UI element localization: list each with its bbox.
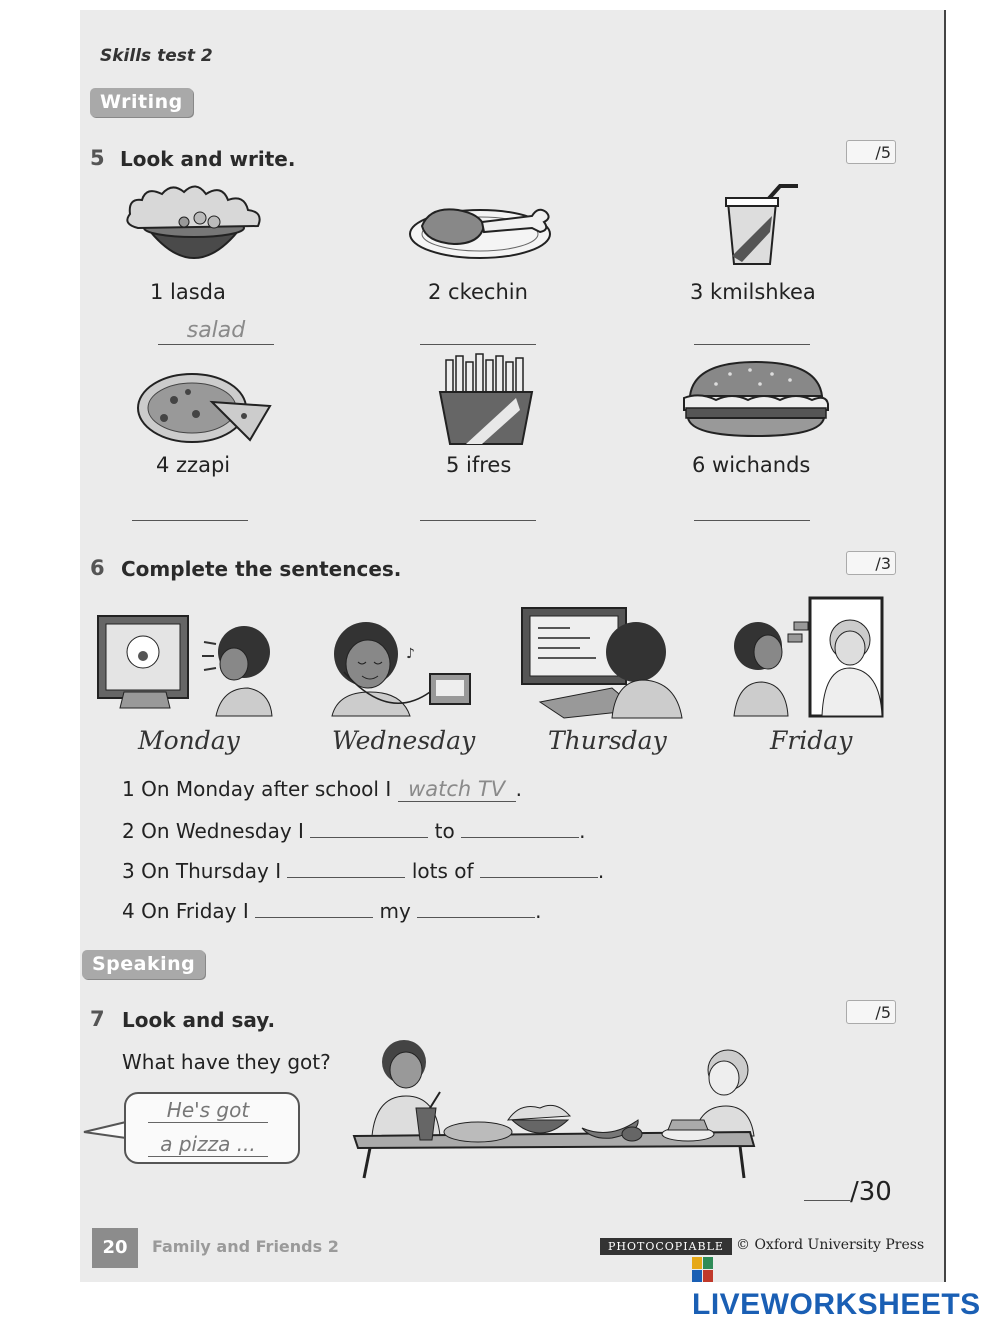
sentence-2-answer-field-2[interactable] <box>461 817 579 838</box>
day-label-thursday: Thursday <box>548 726 667 755</box>
svg-text:♪: ♪ <box>406 646 415 662</box>
exercise-6-title: Complete the sentences. <box>121 557 402 581</box>
sentence-3-number: 3 <box>122 859 135 883</box>
sentence-4 <box>122 897 542 923</box>
fries-icon <box>436 354 536 446</box>
food-word-1: 1 lasda <box>150 280 226 304</box>
girl-visiting-grandmother-illustration <box>724 594 884 718</box>
exercise-7-score-box[interactable]: /5 <box>846 1000 896 1024</box>
exercise-7-number: 7 <box>90 1007 105 1031</box>
liveworksheets-logo-icon <box>692 1257 714 1283</box>
answer-field-3[interactable] <box>694 318 810 345</box>
sentence-4-connector: my <box>379 899 411 923</box>
sentence-4-text: On Friday I <box>141 899 249 923</box>
answer-field-2[interactable] <box>420 318 536 345</box>
sandwich-icon <box>680 358 832 440</box>
sentence-4-answer-field-2[interactable] <box>417 897 535 918</box>
exercise-5-title: Look and write. <box>120 147 296 171</box>
speech-bubble-line-2: a pizza ... <box>148 1132 268 1157</box>
exercise-7-title: Look and say. <box>122 1008 276 1032</box>
sentence-1-answer-field[interactable]: watch TV <box>398 777 516 802</box>
exercise-5-score-box[interactable]: /5 <box>846 140 896 164</box>
sentence-2-connector: to <box>434 819 455 843</box>
food-word-6: 6 wichands <box>692 453 811 477</box>
sentence-4-number: 4 <box>122 899 135 923</box>
speaking-section-tab: Speaking <box>82 950 205 979</box>
pizza-icon <box>134 370 274 446</box>
sentence-3 <box>122 857 604 883</box>
sentence-1-number: 1 <box>122 777 135 801</box>
girl-using-computer-illustration <box>520 606 684 718</box>
girl-watching-tv-illustration <box>96 612 272 716</box>
sentence-2-number: 2 <box>122 819 135 843</box>
skills-test-title: Skills test 2 <box>100 46 213 66</box>
speech-bubble-tail <box>84 1118 128 1142</box>
exercise-6-number: 6 <box>90 556 105 580</box>
sentence-2-end: . <box>579 819 586 843</box>
total-score: /30 <box>850 1177 892 1207</box>
sentence-4-end: . <box>535 899 542 923</box>
exercise-5-number: 5 <box>90 146 105 170</box>
liveworksheets-text: LIVEWORKSHEETS <box>692 1288 981 1321</box>
food-word-2: 2 ckechin <box>428 280 528 304</box>
answer-field-4[interactable] <box>132 494 248 521</box>
sentence-1-end: . <box>515 777 522 801</box>
milkshake-icon <box>720 182 802 268</box>
exercise-7-question: What have they got? <box>122 1050 331 1074</box>
sentence-3-connector: lots of <box>411 859 474 883</box>
day-label-friday: Friday <box>770 726 853 755</box>
sentence-3-text: On Thursday I <box>141 859 282 883</box>
sentence-2-answer-field-1[interactable] <box>310 817 428 838</box>
liveworksheets-watermark <box>692 1254 1000 1322</box>
speech-bubble-line-1: He's got <box>148 1098 268 1123</box>
chicken-icon <box>408 200 556 262</box>
sentence-2 <box>122 817 585 843</box>
answer-field-5[interactable] <box>420 494 536 521</box>
book-title: Family and Friends 2 <box>152 1237 339 1256</box>
food-word-3: 3 kmilshkea <box>690 280 816 304</box>
total-score-field[interactable] <box>804 1200 850 1201</box>
photocopiable-badge: PHOTOCOPIABLE <box>600 1238 732 1255</box>
answer-field-1[interactable]: salad <box>158 318 274 345</box>
children-at-table-illustration <box>350 1036 760 1182</box>
sentence-1-text: On Monday after school I <box>141 777 392 801</box>
sentence-4-answer-field-1[interactable] <box>255 897 373 918</box>
sentence-3-answer-field-2[interactable] <box>480 857 598 878</box>
day-label-monday: Monday <box>138 726 240 755</box>
speech-bubble <box>124 1092 300 1164</box>
sentence-3-end: . <box>597 859 605 883</box>
writing-section-tab: Writing <box>90 88 193 117</box>
salad-icon <box>118 178 270 270</box>
sentence-2-text: On Wednesday I <box>141 819 304 843</box>
answer-field-6[interactable] <box>694 494 810 521</box>
food-word-5: 5 ifres <box>446 453 512 477</box>
sentence-1 <box>122 777 522 802</box>
exercise-6-score-box[interactable]: /3 <box>846 551 896 575</box>
sentence-3-answer-field-1[interactable] <box>287 857 405 878</box>
food-word-4: 4 zzapi <box>156 453 231 477</box>
publisher-credit: © Oxford University Press <box>736 1237 925 1253</box>
girl-listening-music-illustration <box>318 612 474 716</box>
page-number: 20 <box>92 1228 138 1268</box>
day-label-wednesday: Wednesday <box>332 726 476 755</box>
